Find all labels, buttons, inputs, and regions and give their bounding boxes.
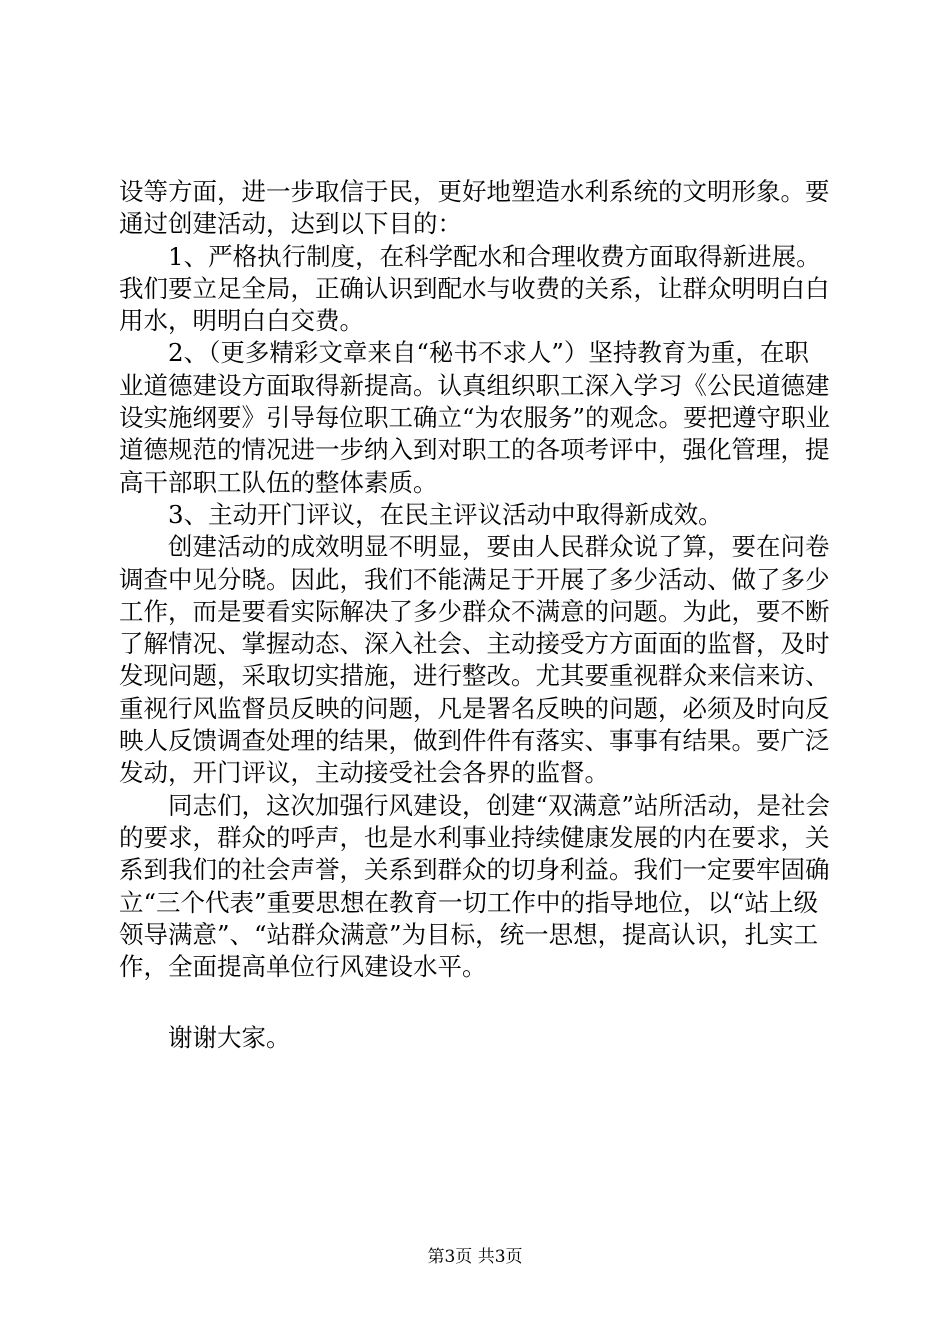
paragraph-2: 1、严格执行制度，在科学配水和合理收费方面取得新进展。我们要立足全局，正确认识到配水与收费的关系，让群众明明白白用水，明明白白交费。 [119,241,830,336]
page-number-footer: 第3页 共3页 [427,1247,523,1267]
closing-remark: 谢谢大家。 [168,1023,291,1052]
paragraph-3: 2、（更多精彩文章来自“秘书不求人”）坚持教育为重，在职业道德建设方面取得新提高。认真组织职工深入学习《公民道德建设实施纲要》引导每位职工确立“为农服务”的观念。要把遵守职业道德规范的情况进一步纳入到对职工的各项考评中，强化管理，提高干部职工队伍的整体素质。 [119,338,831,497]
paragraph-4: 3、主动开门评议，在民主评议活动中取得新成效。 [168,499,723,529]
document-body [119,176,831,983]
paragraph-5: 创建活动的成效明显不明显，要由人民群众说了算，要在问卷调查中见分晓。因此，我们不能满足于开展了多少活动、做了多少工作，而是要看实际解决了多少群众不满意的问题。为此，要不断了解情况、掌握动态、深入社会、主动接受方方面面的监督，及时发现问题，采取切实措施，进行整改。尤其要重视群众来信来访、重视行风监督员反映的问题，凡是署名反映的问题，必须及时向反映人反馈调查处理的结果，做到件件有落实、事事有结果。要广泛发动，开门评议，主动接受社会各界的监督。 [119,532,830,788]
paragraph-6: 同志们，这次加强行风建设，创建“双满意”站所活动，是社会的要求，群众的呼声，也是水利事业持续健康发展的内在要求，关系到我们的社会声誉，关系到群众的切身利益。我们一定要牢固确立“三个代表”重要思想在教育一切工作中的指导地位，以“站上级领导满意”、“站群众满意”为目标，统一思想，提高认识，扎实工作，全面提高单位行风建设水平。 [119,790,831,982]
paragraph-1: 设等方面，进一步取信于民，更好地塑造水利系统的文明形象。要通过创建活动，达到以下目的： [119,177,830,239]
